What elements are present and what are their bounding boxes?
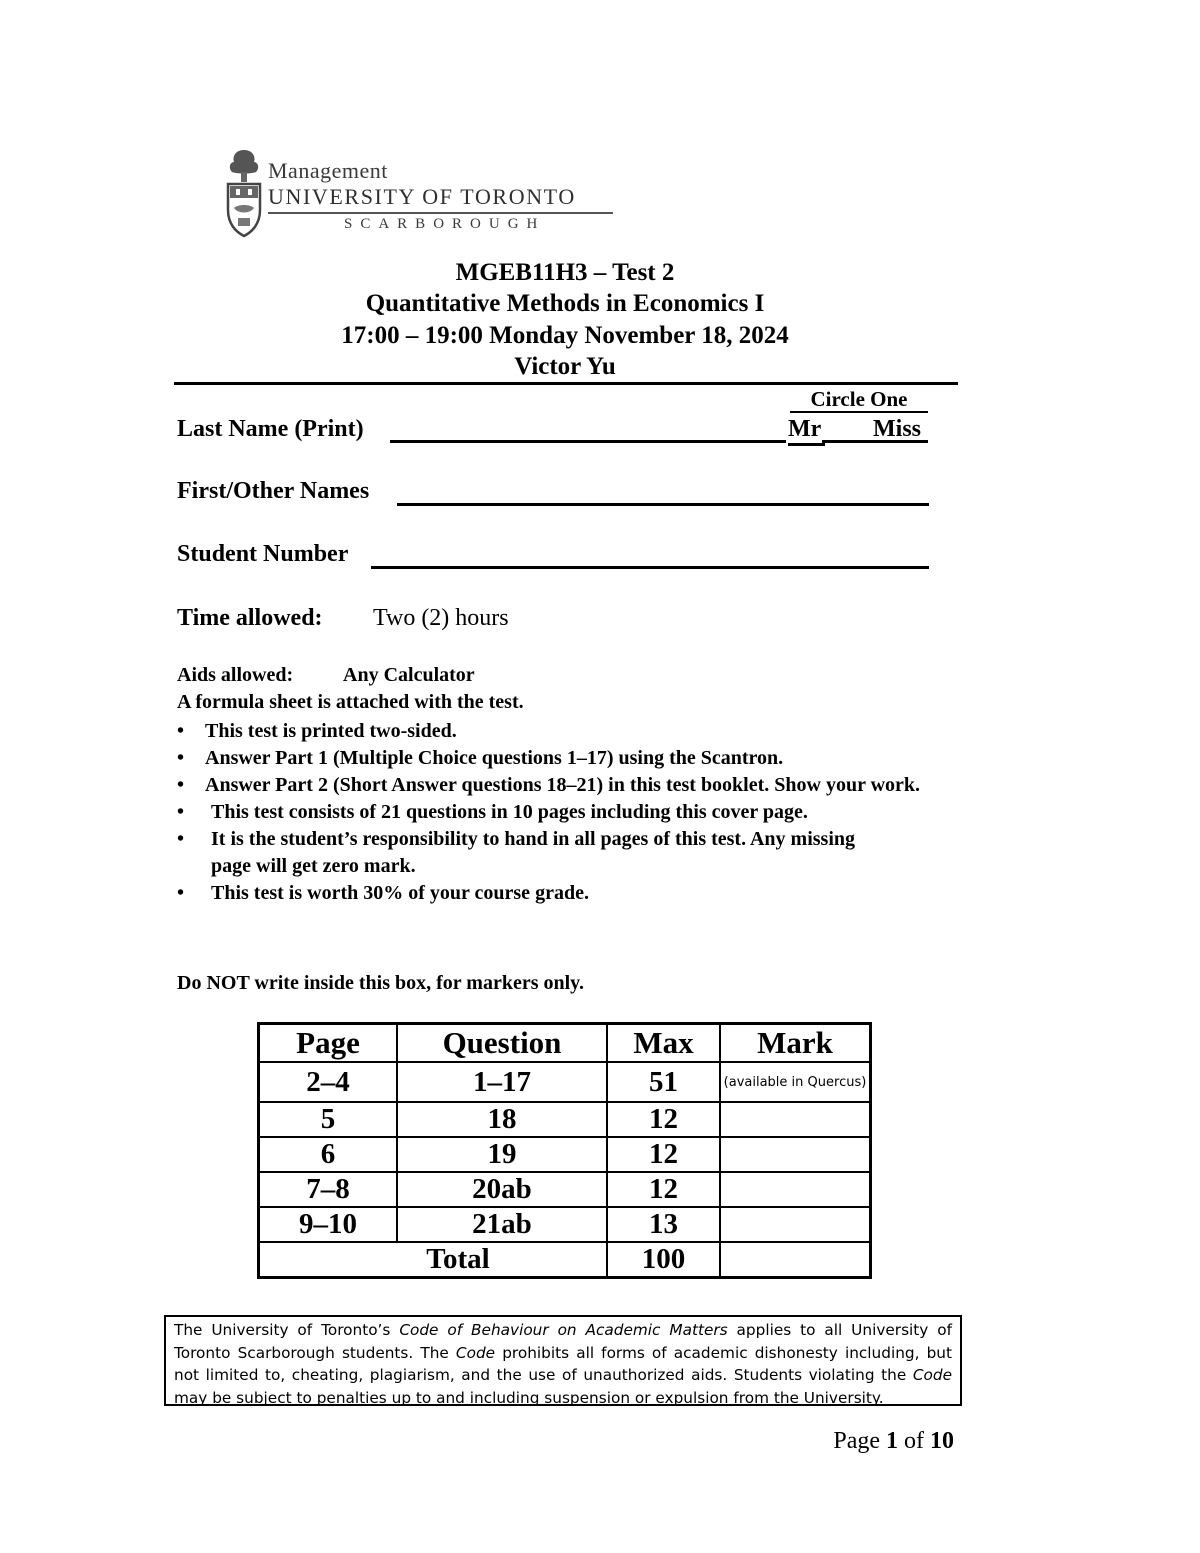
logo-campus: SCARBOROUGH — [344, 216, 546, 232]
table-total-row — [259, 1242, 871, 1278]
total-label: Total — [259, 1242, 608, 1278]
aids-allowed-value: Any Calculator — [343, 664, 475, 686]
markers-note: Do NOT write inside this box, for markers only. — [177, 972, 585, 994]
bullet-icon: • — [177, 774, 185, 796]
cell-page: 7–8 — [259, 1172, 398, 1207]
table-header-row — [259, 1024, 871, 1063]
logo-rule — [268, 212, 613, 214]
course-title: Quantitative Methods in Economics I — [365, 290, 765, 317]
cell-max: 12 — [607, 1137, 720, 1172]
formula-sheet-note: A formula sheet is attached with the test. — [177, 691, 524, 713]
cell-mark: (available in Quercus) — [720, 1062, 871, 1102]
time-allowed-label: Time allowed: — [177, 605, 323, 631]
instruction-text: This test is printed two-sided. — [205, 720, 457, 742]
table-row — [259, 1172, 871, 1207]
bullet-icon: • — [177, 801, 185, 823]
university-logo — [222, 148, 622, 240]
list-item — [177, 772, 947, 799]
cell-mark — [720, 1172, 871, 1207]
header-mark: Mark — [720, 1024, 871, 1063]
cell-page: 6 — [259, 1137, 398, 1172]
table-row — [259, 1102, 871, 1137]
total-mark — [720, 1242, 871, 1278]
page-total: 10 — [930, 1428, 954, 1454]
bullet-icon: • — [177, 882, 185, 904]
instruction-text: This test consists of 21 questions in 10 pages including this cover page. — [211, 801, 808, 823]
cell-question: 1–17 — [397, 1062, 607, 1102]
header-page: Page — [259, 1024, 398, 1063]
table-row — [259, 1137, 871, 1172]
page-current: 1 — [886, 1428, 898, 1454]
cell-mark — [720, 1137, 871, 1172]
student-number-field[interactable] — [371, 566, 929, 569]
instructor-name: Victor Yu — [514, 353, 616, 380]
cell-page: 5 — [259, 1102, 398, 1137]
logo-university: UNIVERSITY OF TORONTO — [268, 184, 576, 209]
test-datetime: 17:00 – 19:00 Monday November 18, 2024 — [341, 322, 789, 349]
instruction-text: Answer Part 1 (Multiple Choice questions 1–17) using the Scantron. — [205, 747, 784, 769]
title-option-mr[interactable]: Mr — [788, 416, 825, 446]
notice-italic: Code — [912, 1366, 952, 1384]
list-item — [177, 745, 947, 772]
bullet-icon: • — [177, 720, 185, 742]
cell-max: 51 — [607, 1062, 720, 1102]
cell-page: 9–10 — [259, 1207, 398, 1242]
first-names-field[interactable] — [397, 503, 929, 506]
instruction-text: Answer Part 2 (Short Answer questions 18–21) in this test booklet. Show your work. — [205, 774, 921, 796]
instruction-text: This test is worth 30% of your course grade. — [211, 882, 589, 904]
notice-italic: Code — [455, 1343, 496, 1362]
last-name-label: Last Name (Print) — [177, 416, 364, 442]
list-item — [177, 880, 947, 907]
header-max: Max — [607, 1024, 720, 1063]
cell-max: 12 — [607, 1172, 720, 1207]
student-number-label: Student Number — [177, 541, 349, 567]
header-divider — [174, 382, 958, 385]
course-code: MGEB11H3 – Test 2 — [455, 259, 675, 286]
circle-one-label: Circle One — [790, 388, 928, 413]
page-word: Page — [833, 1428, 880, 1454]
cell-question: 18 — [397, 1102, 607, 1137]
notice-text: The University of Toronto’s — [174, 1321, 400, 1339]
bullet-icon: • — [177, 747, 185, 769]
list-item — [177, 799, 947, 826]
notice-text: applies to all University of Toronto Scarborough students. The — [174, 1321, 952, 1362]
list-item — [177, 826, 947, 880]
list-item — [177, 718, 947, 745]
title-option-miss[interactable]: Miss — [873, 416, 921, 442]
cell-mark — [720, 1207, 871, 1242]
cell-max: 13 — [607, 1207, 720, 1242]
instructions-list — [177, 718, 947, 907]
marks-table — [257, 1022, 872, 1279]
notice-italic: Code of Behaviour on Academic Matters — [399, 1321, 728, 1339]
page-number — [833, 1428, 954, 1455]
cell-page: 2–4 — [259, 1062, 398, 1102]
time-allowed-value: Two (2) hours — [373, 605, 509, 631]
header-question: Question — [397, 1024, 607, 1063]
last-name-field[interactable] — [390, 440, 786, 443]
of-word: of — [904, 1428, 924, 1454]
cell-mark — [720, 1102, 871, 1137]
cell-question: 21ab — [397, 1207, 607, 1242]
cell-max: 12 — [607, 1102, 720, 1137]
code-of-behaviour-notice — [164, 1315, 962, 1406]
first-names-label: First/Other Names — [177, 478, 370, 504]
table-row — [259, 1207, 871, 1242]
notice-text: may be subject to penalties up to and including suspension or expulsion from the University. — [174, 1388, 884, 1407]
notice-text: prohibits all forms of academic dishonesty including, but not limited to, cheating, plagiarism, and the use of unauthorized aids. Students violating the — [174, 1343, 952, 1384]
total-max: 100 — [607, 1242, 720, 1278]
table-row — [259, 1062, 871, 1102]
bullet-icon: • — [177, 828, 185, 850]
crest-icon — [222, 148, 266, 238]
instruction-text: It is the student’s responsibility to hand in all pages of this test. Any missing page will get zero mark. — [211, 828, 856, 877]
cell-question: 19 — [397, 1137, 607, 1172]
aids-allowed-label: Aids allowed: — [177, 664, 294, 686]
logo-management: Management — [268, 158, 388, 183]
cell-question: 20ab — [397, 1172, 607, 1207]
